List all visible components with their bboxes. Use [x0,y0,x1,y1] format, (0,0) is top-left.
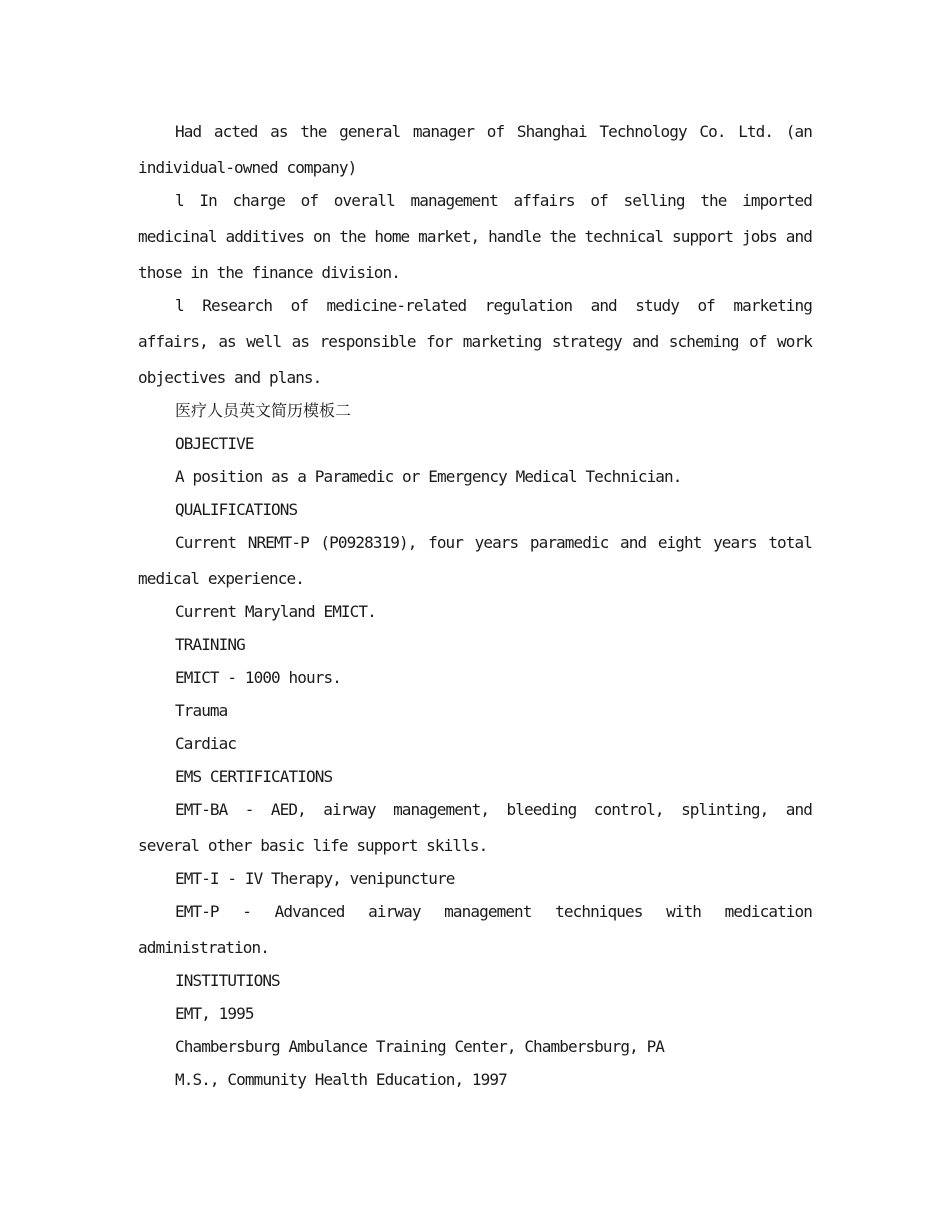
qualifications-heading: QUALIFICATIONS [175,500,298,519]
certification-emt-i: EMT-I - IV Therapy, venipuncture [175,869,455,888]
certifications-heading: EMS CERTIFICATIONS [175,767,333,786]
training-heading: TRAINING [175,635,245,654]
institution-ms-degree: M.S., Community Health Education, 1997 [175,1070,507,1089]
duty-bullet-2: l Research of medicine-related regulation and study of marketing affairs, as well as responsible for marketing strategy and scheming of work objectives and plans. [138,296,812,387]
document-body [138,114,812,1095]
objective-heading: OBJECTIVE [175,434,254,453]
objective-text: A position as a Paramedic or Emergency Medical Technician. [175,467,682,486]
qualification-nremt: Current NREMT-P (P0928319), four years paramedic and eight years total medical experience. [138,533,812,588]
institutions-heading: INSTITUTIONS [175,971,280,990]
certification-emt-p: EMT-P - Advanced airway management techniques with medication administration. [138,902,812,957]
institution-chambersburg: Chambersburg Ambulance Training Center, Chambersburg, PA [175,1037,665,1056]
training-cardiac: Cardiac [175,734,237,753]
qualification-emict: Current Maryland EMICT. [175,602,376,621]
resume-template-heading: 医疗人员英文简历模板二 [175,401,352,420]
training-trauma: Trauma [175,701,228,720]
training-emict: EMICT - 1000 hours. [175,668,341,687]
employment-paragraph: Had acted as the general manager of Shanghai Technology Co. Ltd. (an individual-owned company) [138,122,812,177]
duty-bullet-1: l In charge of overall management affairs of selling the imported medicinal additives on the home market, handle the technical support jobs and those in the finance division. [138,191,812,282]
certification-emt-ba: EMT-BA - AED, airway management, bleeding control, splinting, and several other basic life support skills. [138,800,812,855]
institution-emt-year: EMT, 1995 [175,1004,254,1023]
